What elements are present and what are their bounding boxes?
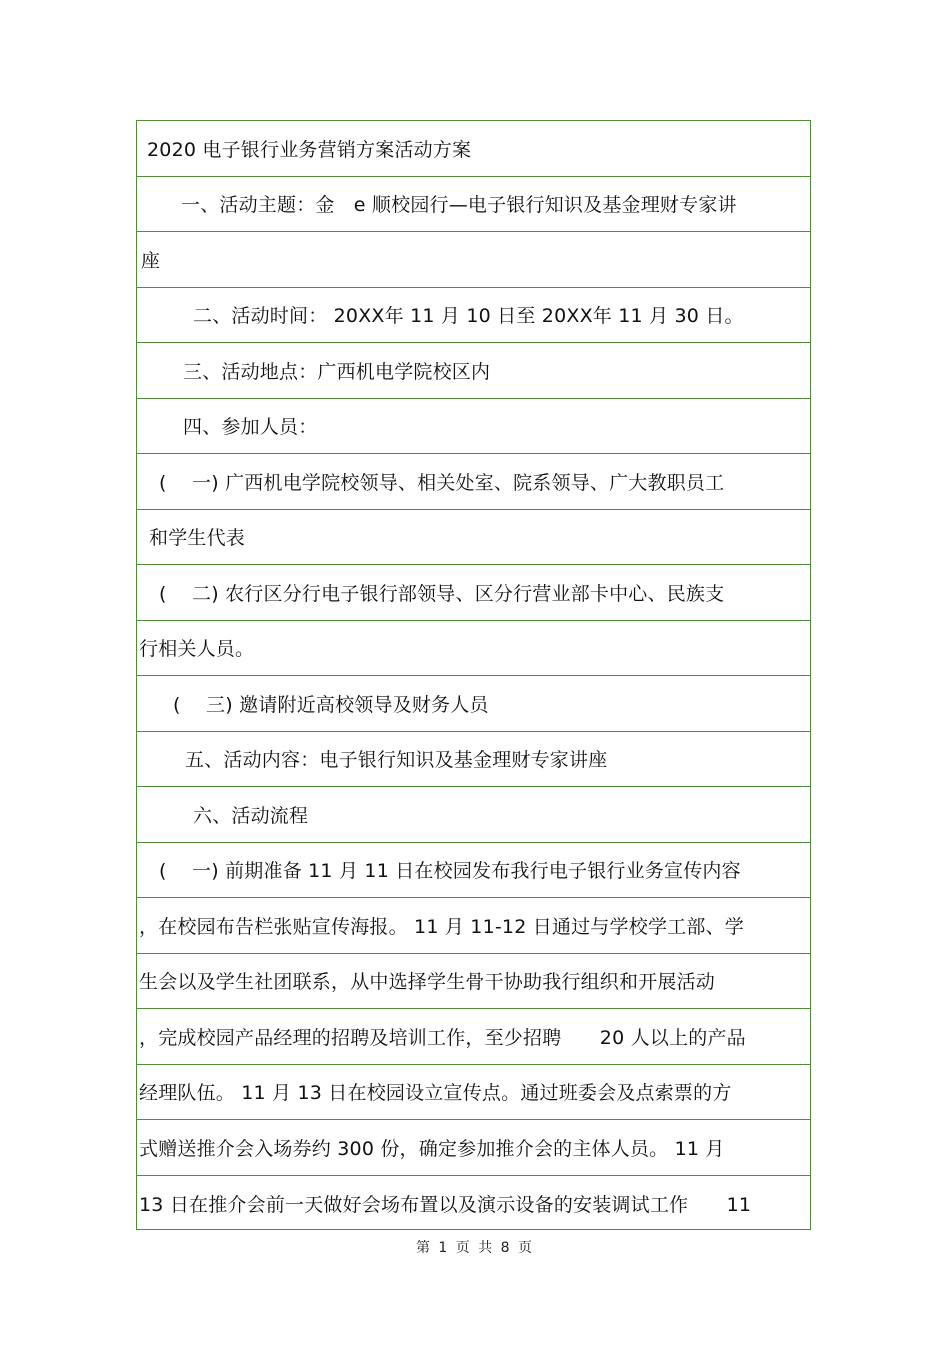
document-text-row [137,288,810,344]
document-text-line: ( 一) 前期准备 11 月 11 日在校园发布我行电子银行业务宣传内容 [159,860,741,883]
document-text-line: 一、活动主题：金 e 顺校园行—电子银行知识及基金理财专家讲 [181,194,737,217]
document-text-row [137,454,810,510]
document-text-line: 和学生代表 [149,527,246,550]
document-text-line: 五、活动内容：电子银行知识及基金理财专家讲座 [185,749,608,772]
document-text-row [137,343,810,399]
page-footer: 第 1 页 共 8 页 [415,1240,535,1256]
document-text-row [137,232,810,288]
document-title-row [137,121,810,177]
document-text-line: 行相关人员。 [139,638,255,661]
document-text-line: 经理队伍。 11 月 13 日在校园设立宣传点。通过班委会及点索票的方 [139,1082,732,1105]
document-text-row [137,621,810,677]
document-text-row [137,399,810,455]
document-text-row [137,565,810,621]
document-text-row [137,177,810,233]
document-text-line: 生会以及学生社团联系，从中选择学生骨干协助我行组织和开展活动 [139,971,716,994]
document-text-line: 三、活动地点：广西机电学院校区内 [183,360,491,383]
document-title: 2020 电子银行业务营销方案活动方案 [147,138,472,161]
document-text-row [137,843,810,899]
document-text-line: ，完成校园产品经理的招聘及培训工作，至少招聘 20 人以上的产品 [139,1026,746,1049]
document-text-line: 二、活动时间： 20XX年 11 月 10 日至 20XX年 11 月 30 日。 [193,305,744,328]
document-text-line: ，在校园布告栏张贴宣传海报。 11 月 11-12 日通过与学校学工部、学 [139,915,744,938]
document-frame [136,120,811,1230]
document-text-row [137,787,810,843]
document-text-row [137,732,810,788]
document-text-row [137,510,810,566]
document-text-line: ( 三) 邀请附近高校领导及财务人员 [173,693,489,716]
document-text-line: 式赠送推介会入场券约 300 份，确定参加推介会的主体人员。 11 月 [139,1137,725,1160]
document-text-row [137,954,810,1010]
document-text-row [137,676,810,732]
document-text-row [137,898,810,954]
document-text-row [137,1009,810,1065]
document-text-line: ( 一) 广西机电学院校领导、相关处室、院系领导、广大教职员工 [159,471,725,494]
document-text-row [137,1176,810,1231]
document-text-line: 六、活动流程 [193,804,309,827]
document-text-line: ( 二) 农行区分行电子银行部领导、区分行营业部卡中心、民族支 [159,582,725,605]
document-text-line: 13 日在推介会前一天做好会场布置以及演示设备的安装调试工作 11 [139,1193,752,1216]
document-text-line: 座 [141,249,161,272]
document-text-row [137,1065,810,1121]
document-text-row [137,1120,810,1176]
document-text-line: 四、参加人员： [183,416,318,439]
